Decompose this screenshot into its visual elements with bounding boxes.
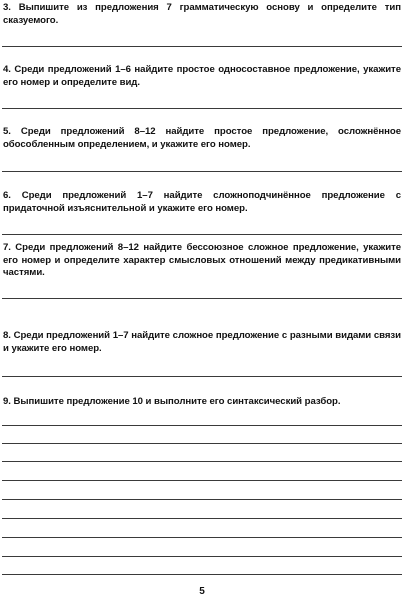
answer-line <box>2 499 402 500</box>
answer-line <box>2 574 402 575</box>
question-5: 5. Среди предложений 8–12 найдите простое предложение, осложнённое обособленным определением, и укажите его номер. <box>3 126 401 150</box>
answer-line <box>2 376 402 377</box>
answer-line <box>2 556 402 557</box>
answer-line <box>2 108 402 109</box>
answer-line <box>2 518 402 519</box>
answer-line <box>2 298 402 299</box>
question-7: 7. Среди предложений 8–12 найдите бессоюзное сложное предложение, укажите его номер и определите характер смысловых отношений между предикативными частями. <box>3 242 401 278</box>
answer-line <box>2 461 402 462</box>
answer-line <box>2 46 402 47</box>
question-8: 8. Среди предложений 1–7 найдите сложное предложение с разными видами связи и укажите его номер. <box>3 330 401 354</box>
question-6: 6. Среди предложений 1–7 найдите сложноподчинённое предложение с придаточной изъяснительной и укажите его номер. <box>3 190 401 214</box>
page-number: 5 <box>199 586 205 597</box>
answer-line <box>2 425 402 426</box>
answer-line <box>2 171 402 172</box>
answer-line <box>2 537 402 538</box>
question-9: 9. Выпишите предложение 10 и выполните его синтаксический разбор. <box>3 396 341 407</box>
question-3: 3. Выпишите из предложения 7 грамматическую основу и определите тип сказуемого. <box>3 2 401 26</box>
answer-line <box>2 234 402 235</box>
question-4: 4. Среди предложений 1–6 найдите простое односоставное предложение, укажите его номер и определите вид. <box>3 64 401 88</box>
answer-line <box>2 480 402 481</box>
answer-line <box>2 443 402 444</box>
